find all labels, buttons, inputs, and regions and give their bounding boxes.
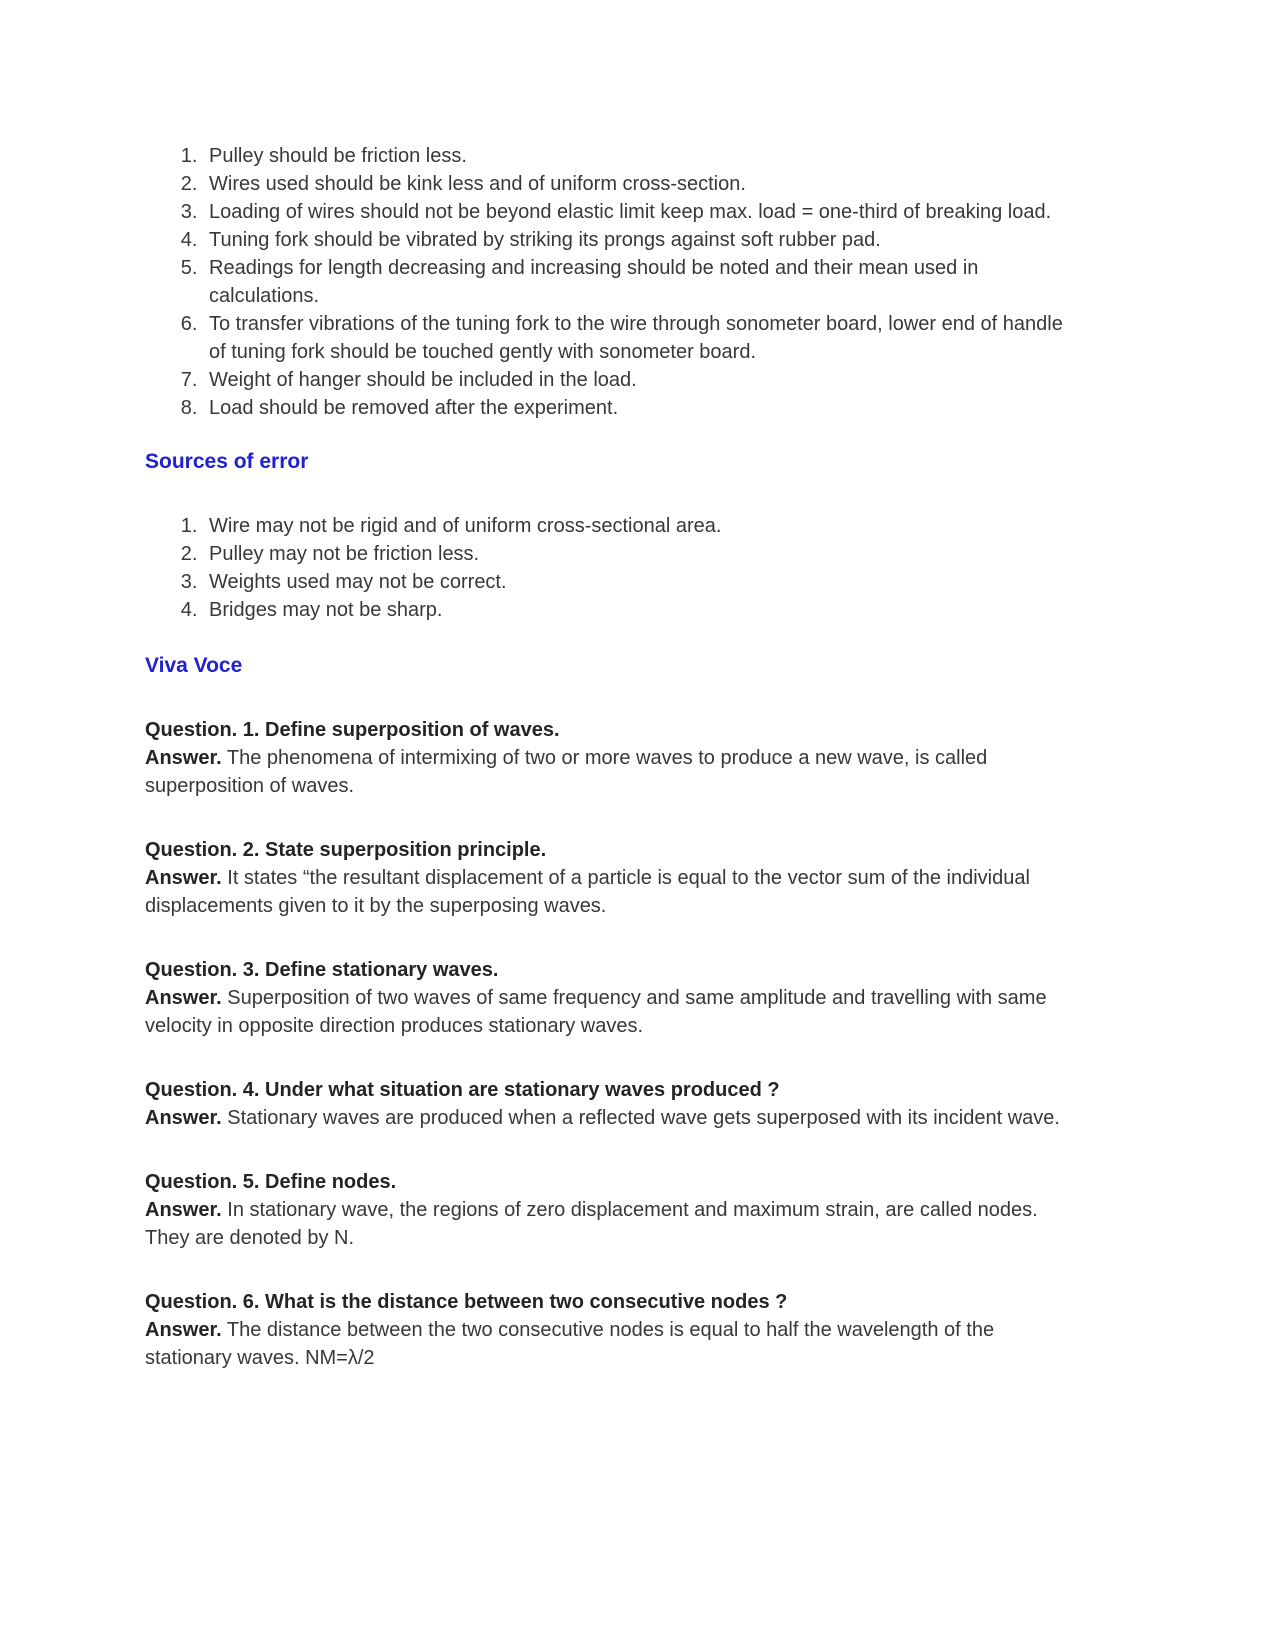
answer-label: Answer. [145,1319,222,1341]
answer-label: Answer. [145,1107,222,1129]
list-item: 2. Wires used should be kink less and of uniform cross-section. [203,170,1075,198]
viva-voce-heading: Viva Voce [145,654,243,677]
answer-body: It states “the resultant displacement of a particle is equal to the vector sum of the individual displacements given to it by the superposing waves. [145,867,1030,917]
qa-block [145,956,1075,1040]
answer-body: The phenomena of intermixing of two or more waves to produce a new wave, is called superposition of waves. [145,747,988,797]
answer-text [145,984,1075,1040]
question-text: Question. 2. State superposition principle. [145,839,547,861]
question-text: Question. 6. What is the distance between two consecutive nodes ? [145,1291,788,1313]
list-item: 6. To transfer vibrations of the tuning fork to the wire through sonometer board, lower end of handle of tuning fork should be touched gently with sonometer board. [203,310,1075,366]
answer-body: The distance between the two consecutive nodes is equal to half the wavelength of the stationary waves. NM=λ/2 [145,1319,995,1369]
list-item: 8. Load should be removed after the experiment. [203,394,1075,422]
answer-label: Answer. [145,1199,222,1221]
sources-of-error-heading: Sources of error [145,450,309,473]
list-item: 4. Tuning fork should be vibrated by striking its prongs against soft rubber pad. [203,226,1075,254]
list-item: 5. Readings for length decreasing and increasing should be noted and their mean used in calculations. [203,254,1075,310]
answer-label: Answer. [145,747,222,769]
qa-block [145,1076,1075,1132]
qa-block [145,1168,1075,1252]
question-text: Question. 5. Define nodes. [145,1171,397,1193]
answer-label: Answer. [145,987,222,1009]
sources-of-error-list [145,512,1075,624]
list-item: 2. Pulley may not be friction less. [203,540,1075,568]
answer-label: Answer. [145,867,222,889]
answer-body: Stationary waves are produced when a reflected wave gets superposed with its incident wave. [227,1107,1060,1129]
answer-text [145,864,1075,920]
answer-text [145,1316,1075,1372]
answer-text [145,1196,1075,1252]
list-item: 3. Loading of wires should not be beyond elastic limit keep max. load = one-third of breaking load. [203,198,1075,226]
qa-block [145,716,1075,800]
answer-body: In stationary wave, the regions of zero displacement and maximum strain, are called nodes. They are denoted by N. [145,1199,1038,1249]
answer-body: Superposition of two waves of same frequency and same amplitude and travelling with same velocity in opposite direction produces stationary waves. [145,987,1047,1037]
answer-text [145,1104,1075,1132]
qa-block [145,836,1075,920]
list-item: 1. Wire may not be rigid and of uniform cross-sectional area. [203,512,1075,540]
list-item: 7. Weight of hanger should be included in the load. [203,366,1075,394]
answer-text [145,744,1075,800]
list-item: 1. Pulley should be friction less. [203,142,1075,170]
question-text: Question. 4. Under what situation are stationary waves produced ? [145,1079,780,1101]
question-text: Question. 1. Define superposition of waves. [145,719,560,741]
list-item: 3. Weights used may not be correct. [203,568,1075,596]
list-item: 4. Bridges may not be sharp. [203,596,1075,624]
precautions-list [145,142,1075,422]
qa-block [145,1288,1075,1372]
question-text: Question. 3. Define stationary waves. [145,959,499,981]
